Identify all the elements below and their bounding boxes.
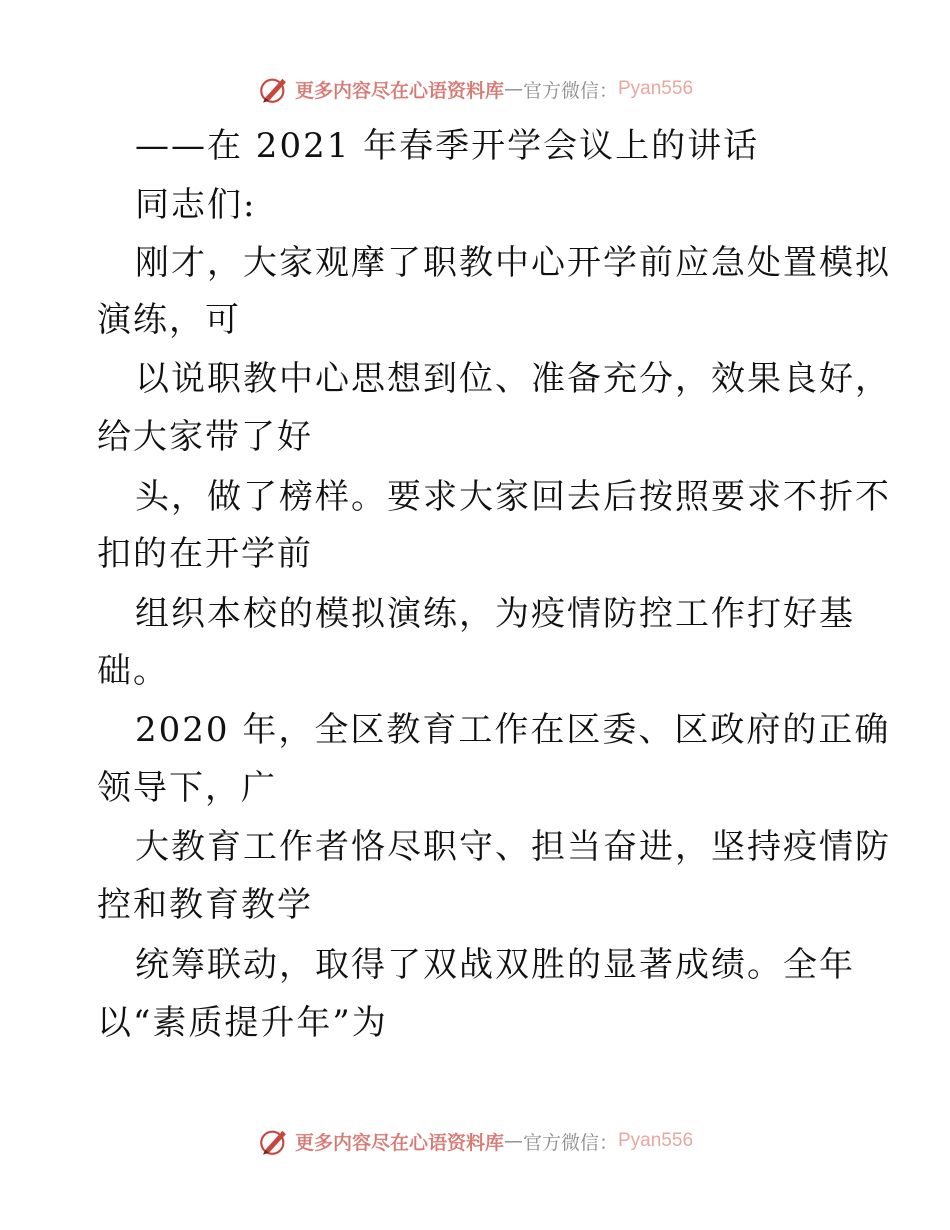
text-line: 刚才，大家观摩了职教中心开学前应急处置模拟 [135,243,891,283]
banner-wechat-label: 官方微信： [522,79,618,102]
text-line: 组织本校的模拟演练，为疫情防控工作打好基 [135,594,855,634]
text-line: 以“素质提升年”为 [97,1003,388,1043]
pen-logo-icon [257,72,291,106]
text-line: 头，做了榜样。要求大家回去后按照要求不折不 [135,477,891,517]
salutation: 同志们: [135,185,257,225]
text-line: 给大家带了好 [97,417,313,457]
text-line: 础。 [97,651,169,691]
banner-dash: — [503,1130,523,1152]
banner-wechat-id: Pyan556 [618,1130,694,1151]
text-line: 以说职教中心思想到位、准备充分，效果良好， [135,359,891,399]
pen-logo-icon [257,1124,291,1158]
banner-wechat-label: 官方微信： [522,1131,618,1154]
text-line: 控和教育教学 [97,885,313,925]
text-line: 大教育工作者恪尽职守、担当奋进，坚持疫情防 [135,827,891,867]
banner-site-text: 更多内容尽在心语资料库 [294,79,504,102]
header-banner [0,72,950,106]
text-line: 统筹联动，取得了双战双胜的显著成绩。全年 [135,945,855,985]
text-line: 演练，可 [97,300,241,340]
subtitle: ——在 2021 年春季开学会议上的讲话 [135,126,760,166]
footer-banner [0,1124,950,1158]
banner-dash: — [503,78,523,100]
banner-wechat-id: Pyan556 [618,78,694,99]
text-line: 2020 年，全区教育工作在区委、区政府的正确 [135,710,891,750]
text-line: 扣的在开学前 [97,534,313,574]
banner-site-text: 更多内容尽在心语资料库 [294,1131,504,1154]
text-line: 领导下，广 [97,768,277,808]
